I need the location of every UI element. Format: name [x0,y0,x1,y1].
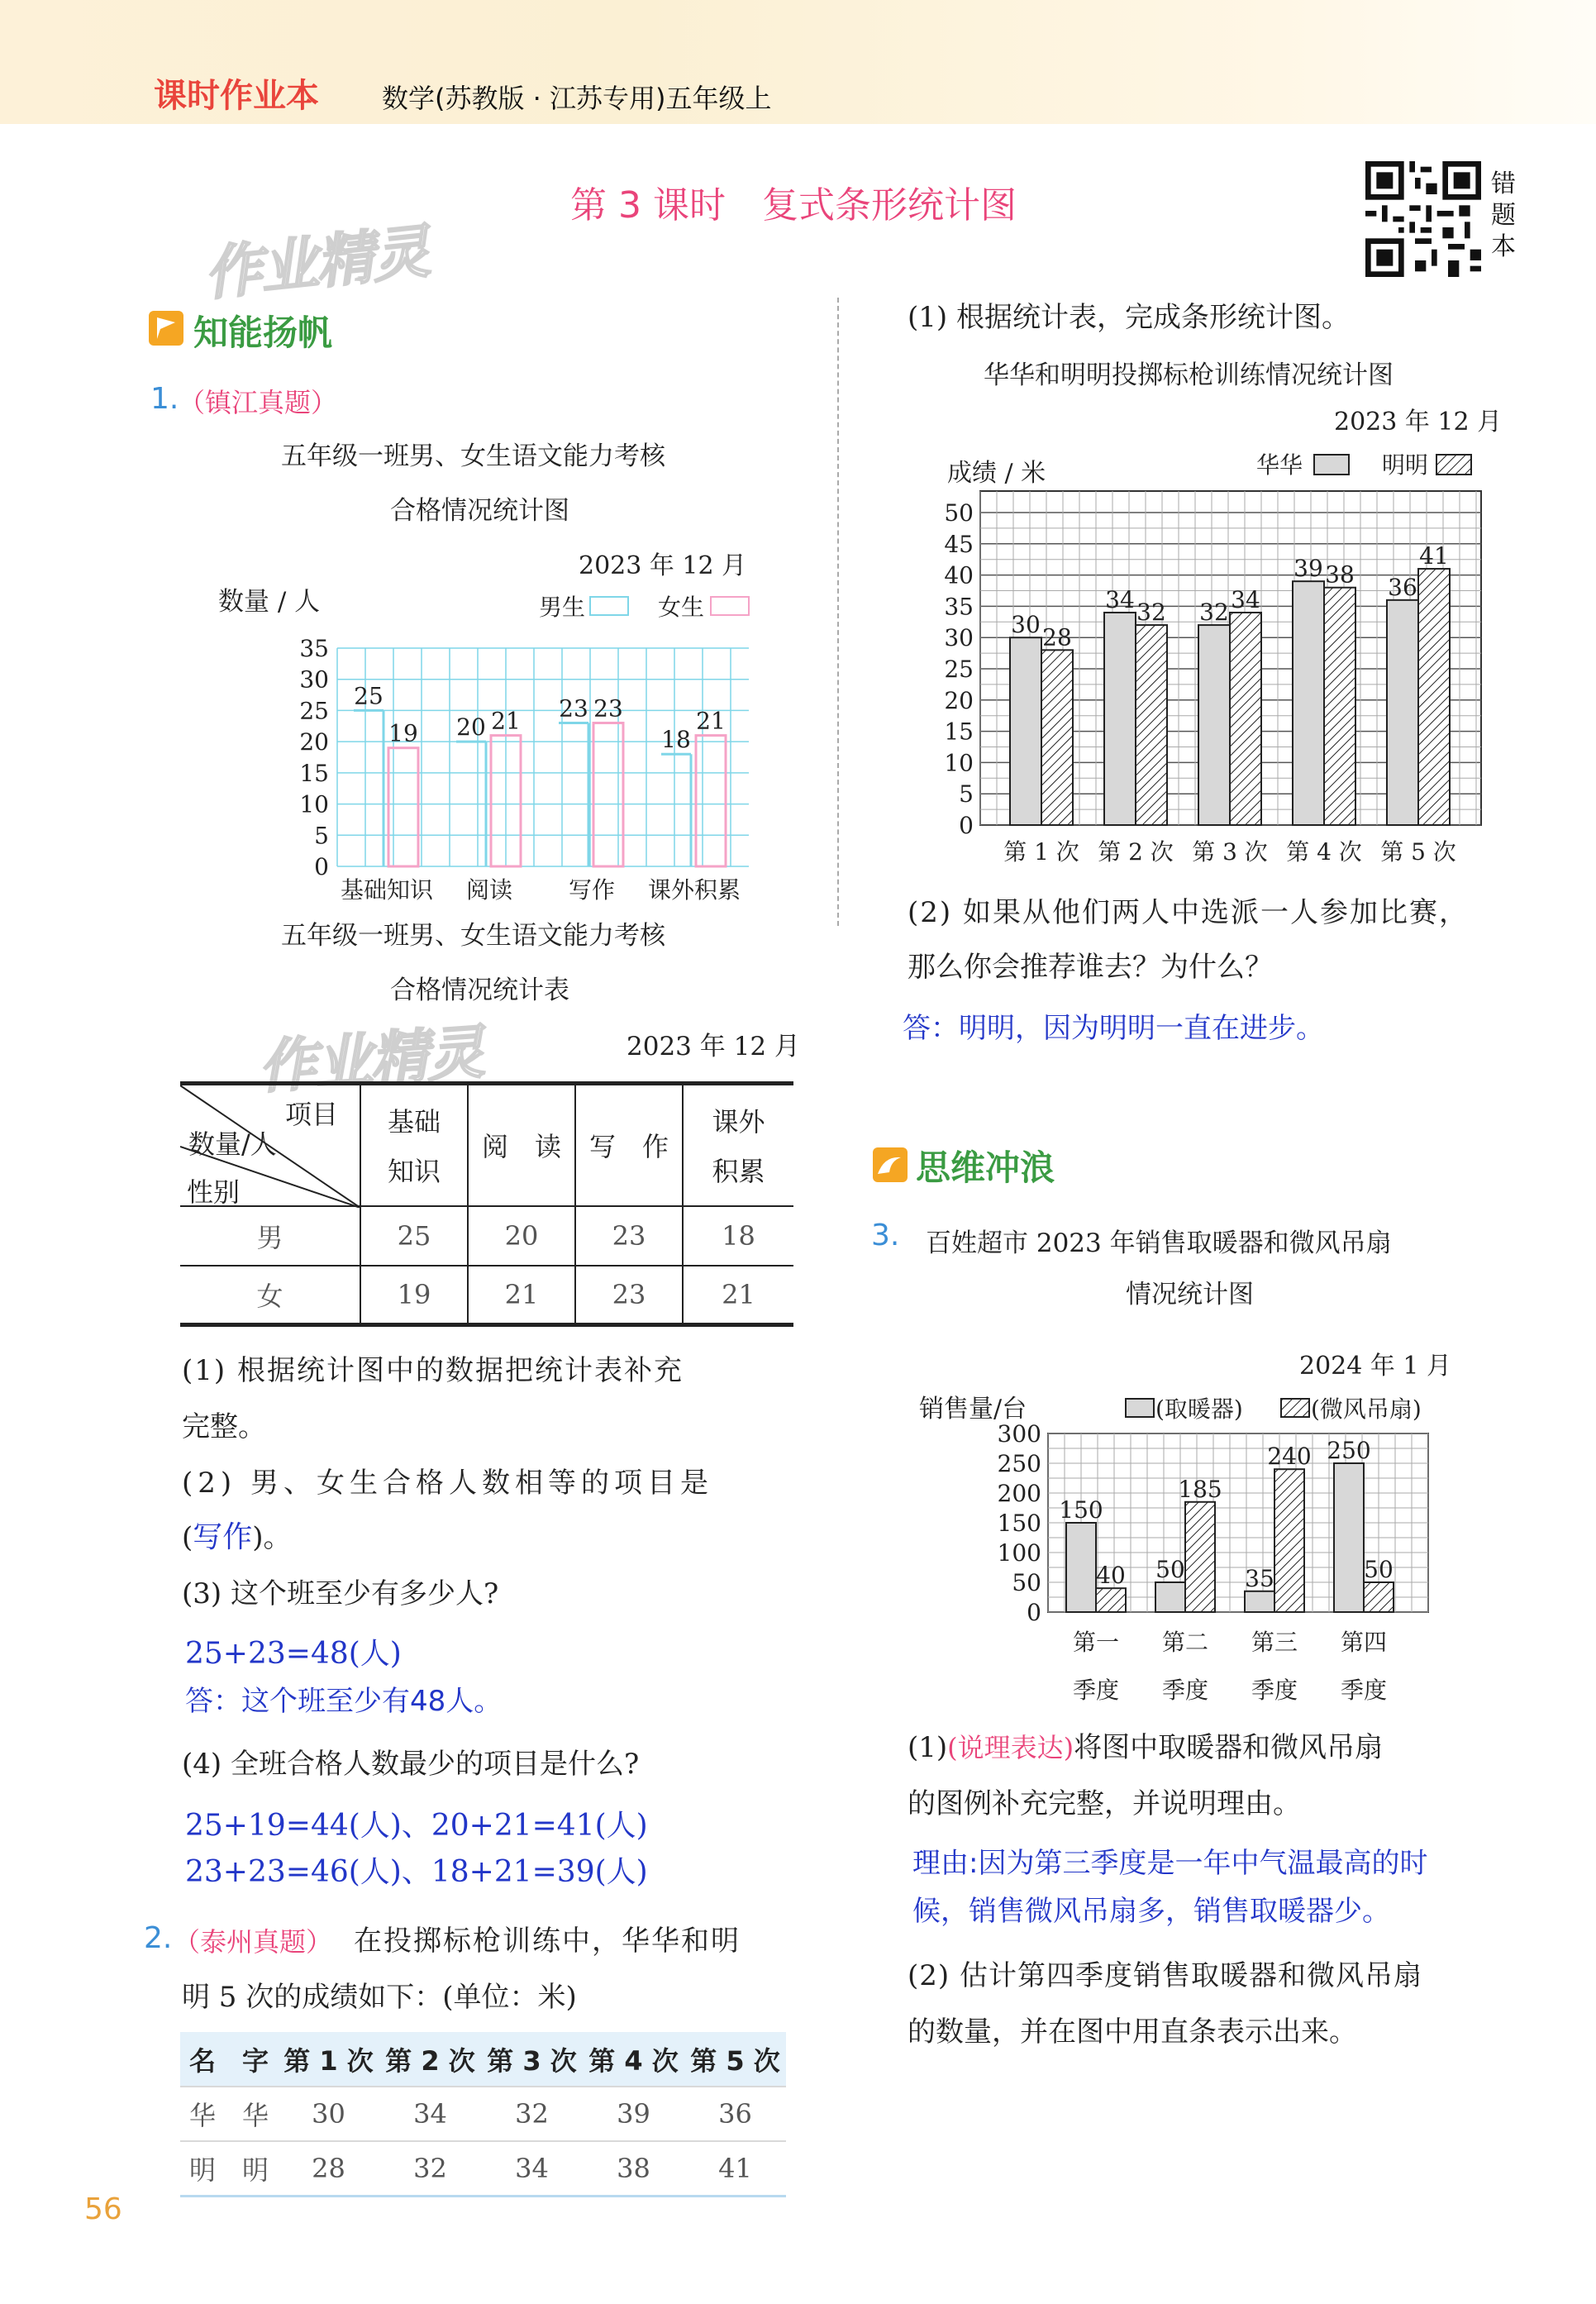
q2-part1: (1) 根据统计表，完成条形统计图。 [908,301,1350,334]
section-title-thinking: 思维冲浪 [916,1147,1055,1188]
chart3-ytick: 0 [1027,1599,1041,1626]
chart3-date: 2024 年 1 月 [1299,1352,1452,1381]
chart2-bar-mingming [1041,650,1073,825]
chart3-bar-fan [1274,1469,1304,1612]
chart3-data-label: 35 [1245,1564,1274,1592]
chart3-data-label: 185 [1178,1475,1222,1503]
q3-part2-line2: 的数量，并在图中用直条表示出来。 [908,2015,1357,2049]
chart2-ytick: 25 [944,656,974,683]
chart3-bar-heater [1334,1463,1364,1612]
q1-part1-line1: (1) 根据统计图中的数据把统计表补充 [182,1354,684,1387]
chart1-ytick: 30 [299,665,329,694]
chart2-bar-huahua [1104,613,1136,825]
chart1-ytick: 10 [299,790,329,818]
chart1-data-label: 23 [593,694,623,723]
chart1-ytick: 35 [299,635,329,662]
table1-title-line2: 合格情况统计表 [390,976,569,1005]
chart1-data-label: 19 [388,719,418,747]
chart3-xtick-line1: 第四 [1340,1629,1388,1656]
chart3-ytick: 50 [1012,1569,1041,1596]
chart2-ytick: 35 [944,593,974,621]
chart3-xtick-line2: 季度 [1072,1677,1120,1703]
chart3-ylabel: 销售量/台 [919,1395,1027,1424]
chart1-bar-girls [696,736,726,866]
table1-header-extra: 课外 积累 [683,1084,793,1206]
chart1-data-label: 21 [491,707,521,735]
chart2-bar-mingming [1230,613,1261,825]
q2-intro-line2: 明 5 次的成绩如下：(单位：米) [182,1981,577,2014]
q2-part2-line2: 那么你会推荐谁去？为什么？ [908,951,1273,984]
chart2-ytick: 20 [944,686,974,714]
chart2-data-label: 34 [1231,585,1260,613]
chart1-data-label: 20 [456,713,486,742]
chart3-xtick-line2: 季度 [1251,1677,1298,1703]
chart3-bar-heater [1155,1582,1185,1612]
table1-title-line1: 五年级一班男、女生语文能力考核 [281,921,665,951]
chart2-legend-mingming: 明明 [1382,451,1429,479]
table1-corner-cell [180,1084,360,1206]
chart1-ytick: 0 [314,853,329,880]
q1-part2-answer: 写作 [193,1520,253,1554]
chart1-legend-girls-swatch [711,597,749,615]
table1-corner-qty: 数量/人 [188,1128,277,1160]
question-2-number: 2. [144,1921,173,1955]
q1-part2-line1: (2) 男、女生合格人数相等的项目是 [182,1467,713,1500]
chart2-data-label: 41 [1419,542,1449,570]
q1-part3-answer: 答：这个班至少有48人。 [185,1685,503,1718]
chart1-xtick: 基础知识 [340,876,434,904]
chart3-legend-fan-swatch [1281,1399,1309,1417]
chart2-data-label: 28 [1042,623,1072,651]
q1-part4-calc1: 25+19=44(人)、20+21=41(人) [185,1809,648,1843]
brand-title: 课时作业本 [154,77,319,115]
column-divider [837,298,839,926]
chart2-ylabel: 成绩 / 米 [947,459,1046,488]
chart2-xtick: 第 4 次 [1286,838,1362,866]
chart2-data-label: 36 [1388,573,1417,601]
chart1-ytick: 25 [299,697,329,725]
chart3-bar-fan [1096,1588,1126,1612]
chart2-data-label: 30 [1011,611,1041,639]
chart3-ytick: 300 [997,1420,1041,1448]
chart3-bar-heater [1245,1591,1274,1612]
page-number: 56 [84,2192,122,2226]
chart-1-gender-qualification [198,537,793,909]
q1-part3-question: (3) 这个班至少有多少人? [182,1577,499,1610]
chart3-data-label: 40 [1096,1562,1126,1590]
chart3-legend-heater: (取暖器) [1155,1395,1243,1423]
table1-row-boys: 男 25 20 23 18 [180,1206,793,1266]
chart3-xtick-line1: 第三 [1251,1629,1298,1656]
chart1-data-label: 21 [696,707,726,735]
chart2-ytick: 40 [944,561,974,589]
q3-reason-line1: 理由:因为第三季度是一年中气温最高的时 [912,1847,1428,1880]
chart3-xtick-line2: 季度 [1340,1677,1388,1703]
chart2-ytick: 10 [944,749,974,777]
chart1-title-line1: 五年级一班男、女生语文能力考核 [281,441,665,471]
q1-part3-calc: 25+23=48(人) [185,1637,402,1671]
table2-header-row: 名 字 第 1 次 第 2 次 第 3 次 第 4 次 第 5 次 [180,2032,786,2087]
table1-corner-gender: 性别 [187,1176,241,1208]
chart2-ytick: 45 [944,530,974,558]
q2-intro-line1: 在投掷标枪训练中，华华和明 [354,1925,741,1958]
chart3-ytick: 100 [997,1539,1041,1567]
chart3-bar-heater [1066,1523,1096,1612]
chart3-title-line1: 百姓超市 2023 年销售取暖器和微风吊扇 [926,1228,1392,1258]
chart2-data-label: 39 [1293,555,1323,583]
chart1-xtick: 课外积累 [647,876,741,904]
chart2-legend-huahua-swatch [1314,455,1349,475]
chart3-data-label: 250 [1327,1437,1371,1464]
chart2-ytick: 0 [959,812,974,839]
chart-3-sales [903,1339,1481,1703]
chart2-data-label: 38 [1325,560,1355,589]
chart3-data-label: 50 [1364,1556,1394,1583]
chart1-legend-boys: 男生 [539,594,586,621]
chart2-bar-huahua [1387,600,1418,825]
chart2-bar-huahua [1293,581,1324,825]
chart3-bar-fan [1185,1502,1215,1612]
chart2-bar-huahua [1010,637,1041,825]
question-1-source: （镇江真题） [179,387,338,418]
book-subtitle: 数学(苏教版 · 江苏专用)五年级上 [382,83,772,114]
chart3-data-label: 240 [1267,1443,1312,1471]
section-flag-icon [149,311,183,346]
table1-header-reading: 阅 读 [468,1084,575,1206]
table1-date: 2023 年 12 月 [626,1032,800,1061]
chart2-ytick: 50 [944,499,974,527]
section-title-knowledge: 知能扬帆 [193,312,333,353]
chart3-title-line2: 情况统计图 [1126,1280,1254,1309]
chart1-ytick: 20 [299,728,329,756]
chart2-ytick: 30 [944,624,974,652]
chart1-ylabel: 数量 / 人 [218,587,321,617]
chart2-xtick: 第 3 次 [1192,838,1268,866]
chart2-xtick: 第 1 次 [1003,838,1079,866]
chart3-ytick: 200 [997,1480,1041,1507]
q3-reason-line2: 候，销售微风吊扇多，销售取暖器少。 [912,1895,1390,1928]
table2-row-huahua: 华 华 30 34 32 39 36 [180,2087,786,2141]
chart1-title-line2: 合格情况统计图 [390,496,569,526]
question-1-number: 1. [150,382,179,416]
chart2-bar-mingming [1136,625,1167,825]
chart2-ytick: 5 [959,780,974,809]
chart3-ytick: 150 [997,1510,1041,1537]
q1-part4-question: (4) 全班合格人数最少的项目是什么? [182,1748,640,1781]
lesson-title: 第 3 课时 复式条形统计图 [570,184,1017,227]
table-1-qualification [180,1081,793,1327]
q1-part2-answer-line: (写作)。 [182,1520,292,1554]
q3-part2-line1: (2) 估计第四季度销售取暖器和微风吊扇 [908,1959,1422,1992]
chart1-xtick: 阅读 [465,876,513,904]
chart3-data-label: 50 [1155,1556,1185,1583]
table1-row-girls: 女 19 21 23 21 [180,1266,793,1325]
chart2-bar-mingming [1324,588,1355,825]
chart3-xtick-line1: 第一 [1072,1629,1120,1656]
chart1-ytick: 5 [314,822,329,850]
chart2-data-label: 32 [1199,599,1229,627]
chart2-title: 华华和明明投掷标枪训练情况统计图 [984,360,1394,390]
chart3-ytick: 250 [997,1450,1041,1477]
section-wave-icon [873,1147,908,1182]
table1-header-writing: 写 作 [575,1084,683,1206]
qr-label: 错题本 [1491,169,1516,261]
chart3-data-label: 150 [1059,1496,1103,1524]
table2-row-mingming: 明 明 28 32 34 38 41 [180,2141,786,2196]
chart2-bar-mingming [1418,569,1450,825]
chart3-xtick-line2: 季度 [1161,1677,1209,1703]
chart2-xtick: 第 2 次 [1098,838,1174,866]
chart2-bar-huahua [1198,625,1230,825]
chart1-legend-boys-swatch [590,597,628,615]
q1-part1-line2: 完整。 [182,1410,266,1443]
chart2-data-label: 32 [1136,599,1166,627]
watermark-middle: 作业精灵 [255,1018,485,1102]
chart2-ytick: 15 [944,718,974,746]
table1-header-basic: 基础 知识 [360,1084,468,1206]
chart2-legend-huahua: 华华 [1256,451,1303,479]
question-2-source: （泰州真题） [174,1926,333,1958]
chart1-xtick: 写作 [568,876,616,904]
chart2-legend-mingming-swatch [1436,455,1471,475]
chart2-data-label: 34 [1105,585,1135,613]
q2-part2-line1: (2) 如果从他们两人中选派一人参加比赛， [908,896,1469,929]
chart1-data-label: 23 [559,694,588,723]
chart3-legend-heater-swatch [1126,1399,1154,1417]
table1-corner-item: 项目 [284,1099,338,1130]
chart1-date: 2023 年 12 月 [579,551,747,580]
q3-part1-tag: (说理表达) [947,1732,1074,1763]
chart3-bar-fan [1364,1582,1394,1612]
chart-2-javelin [934,397,1513,870]
chart1-data-label: 25 [354,682,384,710]
q3-part1-line1: (1)(说理表达)将图中取暖器和微风吊扇 [908,1731,1384,1764]
chart1-legend-girls: 女生 [658,594,705,621]
chart3-xtick-line1: 第二 [1161,1629,1209,1656]
chart1-data-label: 18 [661,726,691,754]
chart2-xtick: 第 5 次 [1380,838,1456,866]
question-3-number: 3. [871,1219,900,1252]
q3-part1-line2: 的图例补充完整，并说明理由。 [908,1787,1301,1820]
qr-code-icon[interactable] [1363,161,1484,277]
chart2-date: 2023 年 12 月 [1334,408,1503,436]
chart1-ytick: 15 [299,759,329,787]
chart3-legend-fan: (微风吊扇) [1311,1395,1422,1423]
q1-part4-calc2: 23+23=46(人)、18+21=39(人) [185,1855,648,1889]
q2-part2-answer: 答：明明，因为明明一直在进步。 [903,1012,1324,1045]
watermark-top: 作业精灵 [201,217,432,308]
table-2-javelin [180,2032,786,2197]
